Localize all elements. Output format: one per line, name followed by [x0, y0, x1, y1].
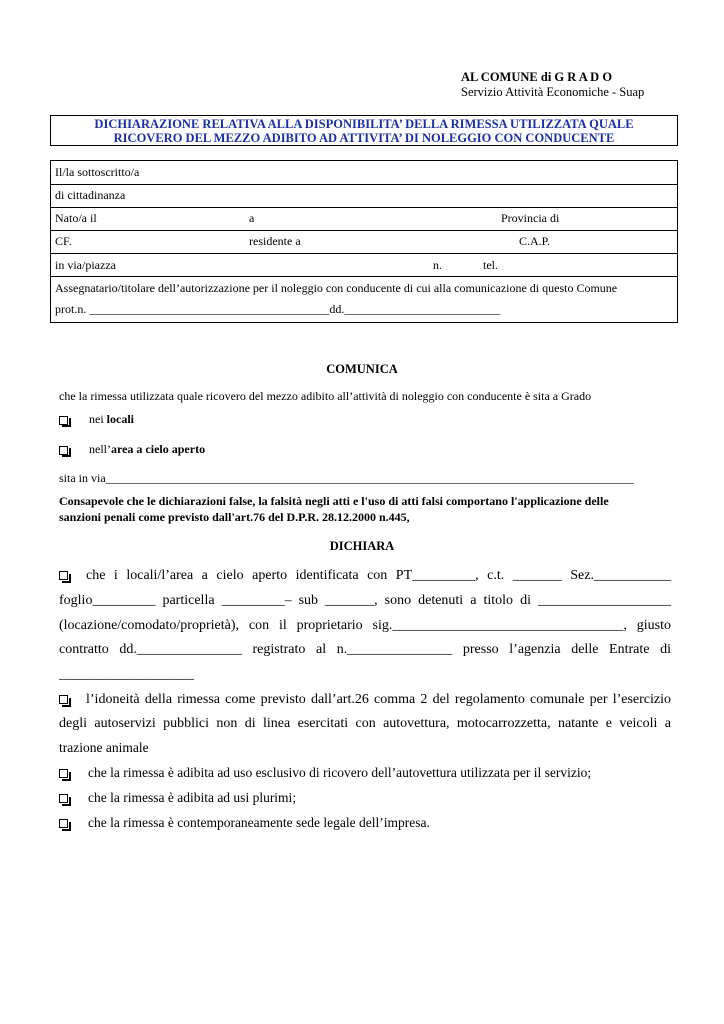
label-cittadinanza: di cittadinanza — [55, 188, 126, 202]
applicant-data-table — [50, 160, 678, 323]
checkbox-icon[interactable] — [59, 416, 68, 425]
comunica-intro: che la rimessa utilizzata quale ricovero del mezzo adibito all’attività di noleggio con conducente è sita a Grado — [59, 389, 592, 403]
row-sottoscritto[interactable] — [51, 161, 677, 185]
label-via: in via/piazza — [55, 258, 116, 272]
consapevole-line-1: Consapevole che le dichiarazioni false, la falsità negli atti e l'uso di atti falsi comportano l'applicazione delle — [59, 494, 609, 508]
row-cf-residenza[interactable] — [51, 230, 677, 254]
label-luogo-nascita: a — [249, 211, 255, 225]
option-usi-plurimi[interactable] — [59, 790, 296, 806]
dichiara-p1-line-4[interactable]: contratto dd._______________ registrato al n._______________ presso l’agenzia delle Entrate di — [59, 642, 671, 657]
recipient-office: Servizio Attività Economiche - Suap — [461, 85, 645, 99]
recipient-address — [461, 70, 644, 100]
dichiara-p1-line-3[interactable]: (locazione/comodato/proprietà), con il proprietario sig._________________________________, giusto — [59, 618, 671, 633]
label-nato: Nato/a il — [55, 211, 97, 225]
title-line-2: RICOVERO DEL MEZZO ADIBITO AD ATTIVITA’ DI NOLEGGIO CON CONDUCENTE — [113, 131, 615, 145]
option-locali[interactable] — [59, 412, 134, 427]
label-cap: C.A.P. — [519, 234, 551, 248]
dichiara-p2-line-2: degli autoservizi pubblici non di linea esercitati con autovettura, motocarrozzetta, natante e veicoli a — [59, 716, 671, 731]
label-provincia: Provincia di — [501, 211, 560, 225]
checkbox-icon[interactable] — [59, 819, 68, 828]
row-indirizzo[interactable] — [51, 253, 677, 277]
option-sede-legale[interactable] — [59, 815, 430, 831]
comunica-heading: COMUNICA — [326, 362, 398, 376]
option-locali-bold: locali — [106, 412, 134, 426]
checkbox-icon[interactable] — [59, 794, 68, 803]
label-protocollo: prot.n. ________________________________________dd.__________________________ — [55, 302, 501, 316]
row-autorizzazione[interactable] — [51, 276, 677, 323]
row-cittadinanza[interactable] — [51, 184, 677, 208]
consapevole-line-2: sanzioni penali come previsto dall'art.76 del D.P.R. 28.12.2000 n.445, — [59, 510, 410, 524]
sita-in-via-line[interactable]: sita in via________________________________________________________________________________________ — [59, 471, 634, 485]
dichiara-p2-line-1[interactable]: l’idoneità della rimessa come previsto dall’art.26 comma 2 del regolamento comunale per l’esercizio — [59, 692, 671, 708]
label-residente: residente a — [249, 234, 301, 248]
label-assegnatario: Assegnatario/titolare dell’autorizzazione per il noleggio con conducente di cui alla comunicazione di questo Comune — [55, 281, 618, 295]
checkbox-icon[interactable] — [59, 571, 68, 580]
option-uso-esclusivo-label: che la rimessa è adibita ad uso esclusivo di ricovero dell’autovettura utilizzata per il servizio; — [88, 765, 592, 780]
option-sede-legale-label: che la rimessa è contemporaneamente sede legale dell’impresa. — [88, 815, 430, 830]
label-tel: tel. — [483, 258, 498, 272]
checkbox-icon[interactable] — [59, 769, 68, 778]
option-area-prefix: nell’ — [89, 442, 111, 456]
label-numero: n. — [433, 258, 442, 272]
option-area-aperto[interactable] — [59, 442, 205, 457]
option-usi-plurimi-label: che la rimessa è adibita ad usi plurimi; — [88, 790, 297, 805]
label-cf: CF. — [55, 234, 72, 248]
title-line-1: DICHIARAZIONE RELATIVA ALLA DISPONIBILITA’ DELLA RIMESSA UTILIZZATA QUALE — [94, 117, 634, 131]
checkbox-icon[interactable] — [59, 695, 68, 704]
option-uso-esclusivo[interactable] — [59, 765, 591, 781]
dichiara-p2-line-3: trazione animale — [59, 740, 149, 755]
document-title — [50, 115, 678, 146]
dichiara-p1-line-5[interactable]: ____________________ — [59, 666, 194, 681]
option-locali-prefix: nei — [89, 412, 107, 426]
option-area-bold: area a cielo aperto — [111, 442, 206, 456]
dichiara-p1-line-1[interactable]: che i locali/l’area a cielo aperto identificata con PT_________, c.t. _______ Sez.___________ — [59, 568, 671, 584]
row-nascita[interactable] — [51, 207, 677, 231]
recipient-name: AL COMUNE di G R A D O — [461, 70, 613, 84]
label-sottoscritto: Il/la sottoscritto/a — [55, 165, 140, 179]
checkbox-icon[interactable] — [59, 446, 68, 455]
dichiara-p1-line-2[interactable]: foglio_________ particella _________– sub _______, sono detenuti a titolo di ___________________ — [59, 593, 671, 608]
dichiara-heading: DICHIARA — [329, 539, 395, 553]
